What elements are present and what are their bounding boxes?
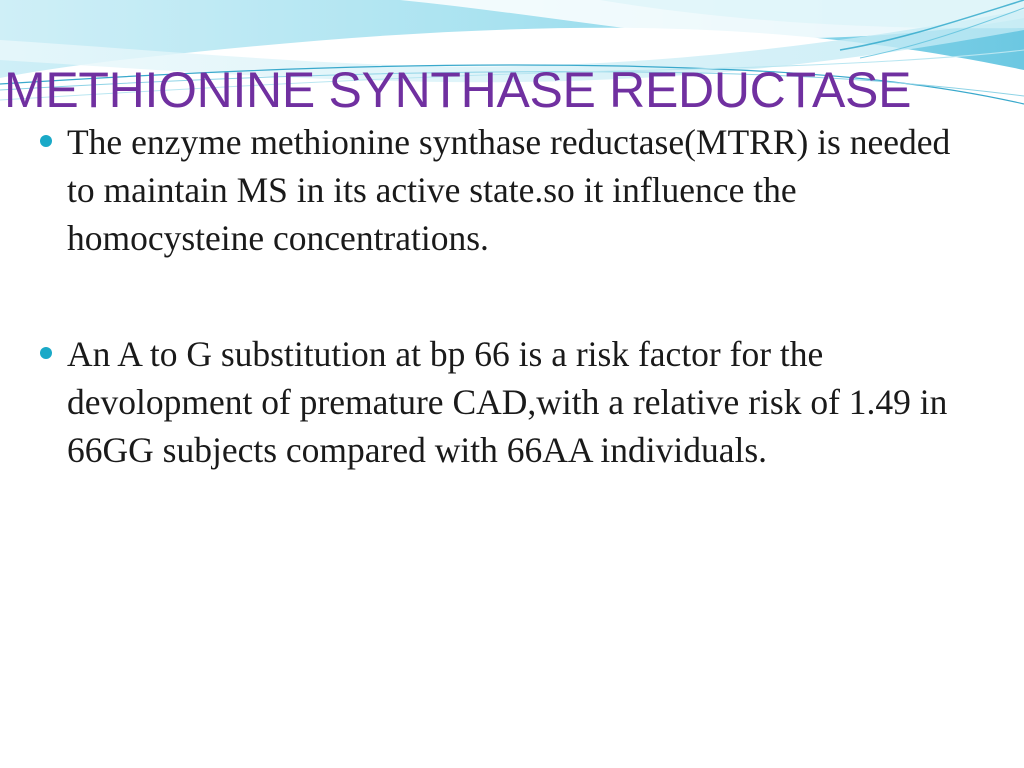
bullet-dot-icon (40, 347, 52, 359)
slide-title: METHIONINE SYNTHASE REDUCTASE (4, 62, 912, 118)
bullet-text: The enzyme methionine synthase reductase(MTRR) is needed to maintain MS in its active state.so it influence the homocysteine concentrations. (67, 122, 951, 258)
bullet-list (40, 118, 1000, 542)
bullet-item (40, 330, 1000, 474)
bullet-dot-icon (40, 135, 52, 147)
bullet-text: An A to G substitution at bp 66 is a risk factor for the devolopment of premature CAD,with a relative risk of 1.49 in 66GG subjects compared with 66AA individuals. (67, 334, 948, 470)
bullet-item (40, 118, 1000, 262)
